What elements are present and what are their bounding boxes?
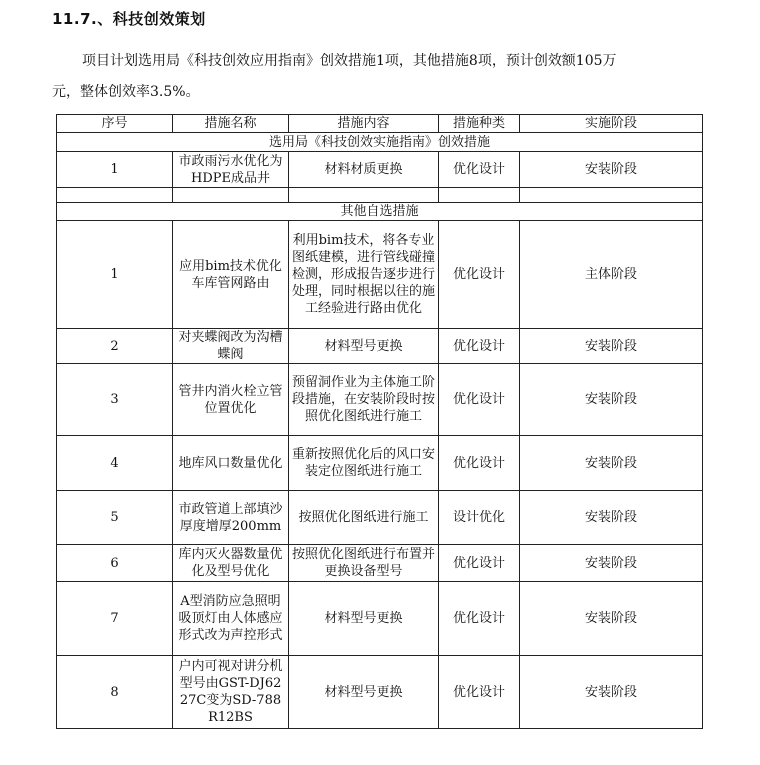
cell-stage: 安装阶段 (520, 436, 703, 491)
table-header-row (57, 115, 703, 133)
intro-line-1: 项目计划选用局《科技创效应用指南》创效措施1项，其他措施8项，预计创效额105万 (82, 53, 617, 69)
cell-no: 5 (57, 491, 173, 545)
measures-table (56, 114, 703, 729)
cell-no: 1 (57, 152, 173, 188)
header-type: 措施种类 (439, 115, 520, 133)
table-row (57, 491, 703, 545)
cell-content: 材料材质更换 (289, 152, 439, 188)
cell-content: 材料型号更换 (289, 656, 439, 729)
header-no: 序号 (57, 115, 173, 133)
cell-content: 预留洞作业为主体施工阶段措施，在安装阶段时按照优化图纸进行施工 (289, 364, 439, 436)
empty-row (57, 188, 703, 203)
section1-title: 选用局《科技创效实施指南》创效措施 (57, 133, 703, 152)
cell-stage: 安装阶段 (520, 329, 703, 364)
section2-title: 其他自选措施 (57, 203, 703, 221)
cell-stage: 安装阶段 (520, 364, 703, 436)
cell-name: 户内可视对讲分机型号由GST-DJ6227C变为SD-788R12BS (173, 656, 289, 729)
section-title-row (57, 203, 703, 221)
cell-name: 对夹蝶阀改为沟槽蝶阀 (173, 329, 289, 364)
cell-content: 利用bim技术，将各专业图纸建模，进行管线碰撞检测，形成报告逐步进行处理，同时根据以往的施工经验进行路由优化 (289, 221, 439, 329)
table-row (57, 364, 703, 436)
cell-content: 材料型号更换 (289, 582, 439, 656)
table-row (57, 582, 703, 656)
cell-stage: 安装阶段 (520, 582, 703, 656)
cell-no: 3 (57, 364, 173, 436)
cell-no: 6 (57, 545, 173, 582)
table-row (57, 152, 703, 188)
intro-paragraph (52, 46, 707, 108)
table-row (57, 221, 703, 329)
table-row (57, 436, 703, 491)
section-heading: 11.7.、科技创效策划 (52, 10, 206, 28)
cell-type: 优化设计 (439, 545, 520, 582)
cell-stage: 安装阶段 (520, 152, 703, 188)
table-row (57, 545, 703, 582)
cell-type: 优化设计 (439, 221, 520, 329)
cell-type: 优化设计 (439, 656, 520, 729)
cell-type: 优化设计 (439, 329, 520, 364)
cell-type: 优化设计 (439, 152, 520, 188)
intro-line-2: 元，整体创效率3.5%。 (52, 84, 200, 100)
cell-name: 管井内消火栓立管位置优化 (173, 364, 289, 436)
cell-content: 按照优化图纸进行施工 (289, 491, 439, 545)
cell-stage: 主体阶段 (520, 221, 703, 329)
empty-cell (57, 188, 173, 203)
cell-name: 库内灭火器数量优化及型号优化 (173, 545, 289, 582)
cell-stage: 安装阶段 (520, 656, 703, 729)
cell-no: 7 (57, 582, 173, 656)
empty-cell (439, 188, 520, 203)
cell-stage: 安装阶段 (520, 491, 703, 545)
cell-no: 1 (57, 221, 173, 329)
empty-cell (173, 188, 289, 203)
cell-no: 4 (57, 436, 173, 491)
header-content: 措施内容 (289, 115, 439, 133)
cell-stage: 安装阶段 (520, 545, 703, 582)
header-name: 措施名称 (173, 115, 289, 133)
cell-name: 应用bim技术优化车库管网路由 (173, 221, 289, 329)
cell-type: 优化设计 (439, 582, 520, 656)
cell-no: 2 (57, 329, 173, 364)
cell-type: 优化设计 (439, 436, 520, 491)
cell-name: A型消防应急照明吸顶灯由人体感应形式改为声控形式 (173, 582, 289, 656)
cell-name: 地库风口数量优化 (173, 436, 289, 491)
cell-type: 设计优化 (439, 491, 520, 545)
cell-name: 市政雨污水优化为HDPE成品井 (173, 152, 289, 188)
table-row (57, 329, 703, 364)
empty-cell (289, 188, 439, 203)
table-row (57, 656, 703, 729)
empty-cell (520, 188, 703, 203)
cell-name: 市政管道上部填沙厚度增厚200mm (173, 491, 289, 545)
section-title-row (57, 133, 703, 152)
cell-content: 材料型号更换 (289, 329, 439, 364)
cell-content: 重新按照优化后的风口安装定位图纸进行施工 (289, 436, 439, 491)
cell-content: 按照优化图纸进行布置并更换设备型号 (289, 545, 439, 582)
header-stage: 实施阶段 (520, 115, 703, 133)
cell-type: 优化设计 (439, 364, 520, 436)
cell-no: 8 (57, 656, 173, 729)
